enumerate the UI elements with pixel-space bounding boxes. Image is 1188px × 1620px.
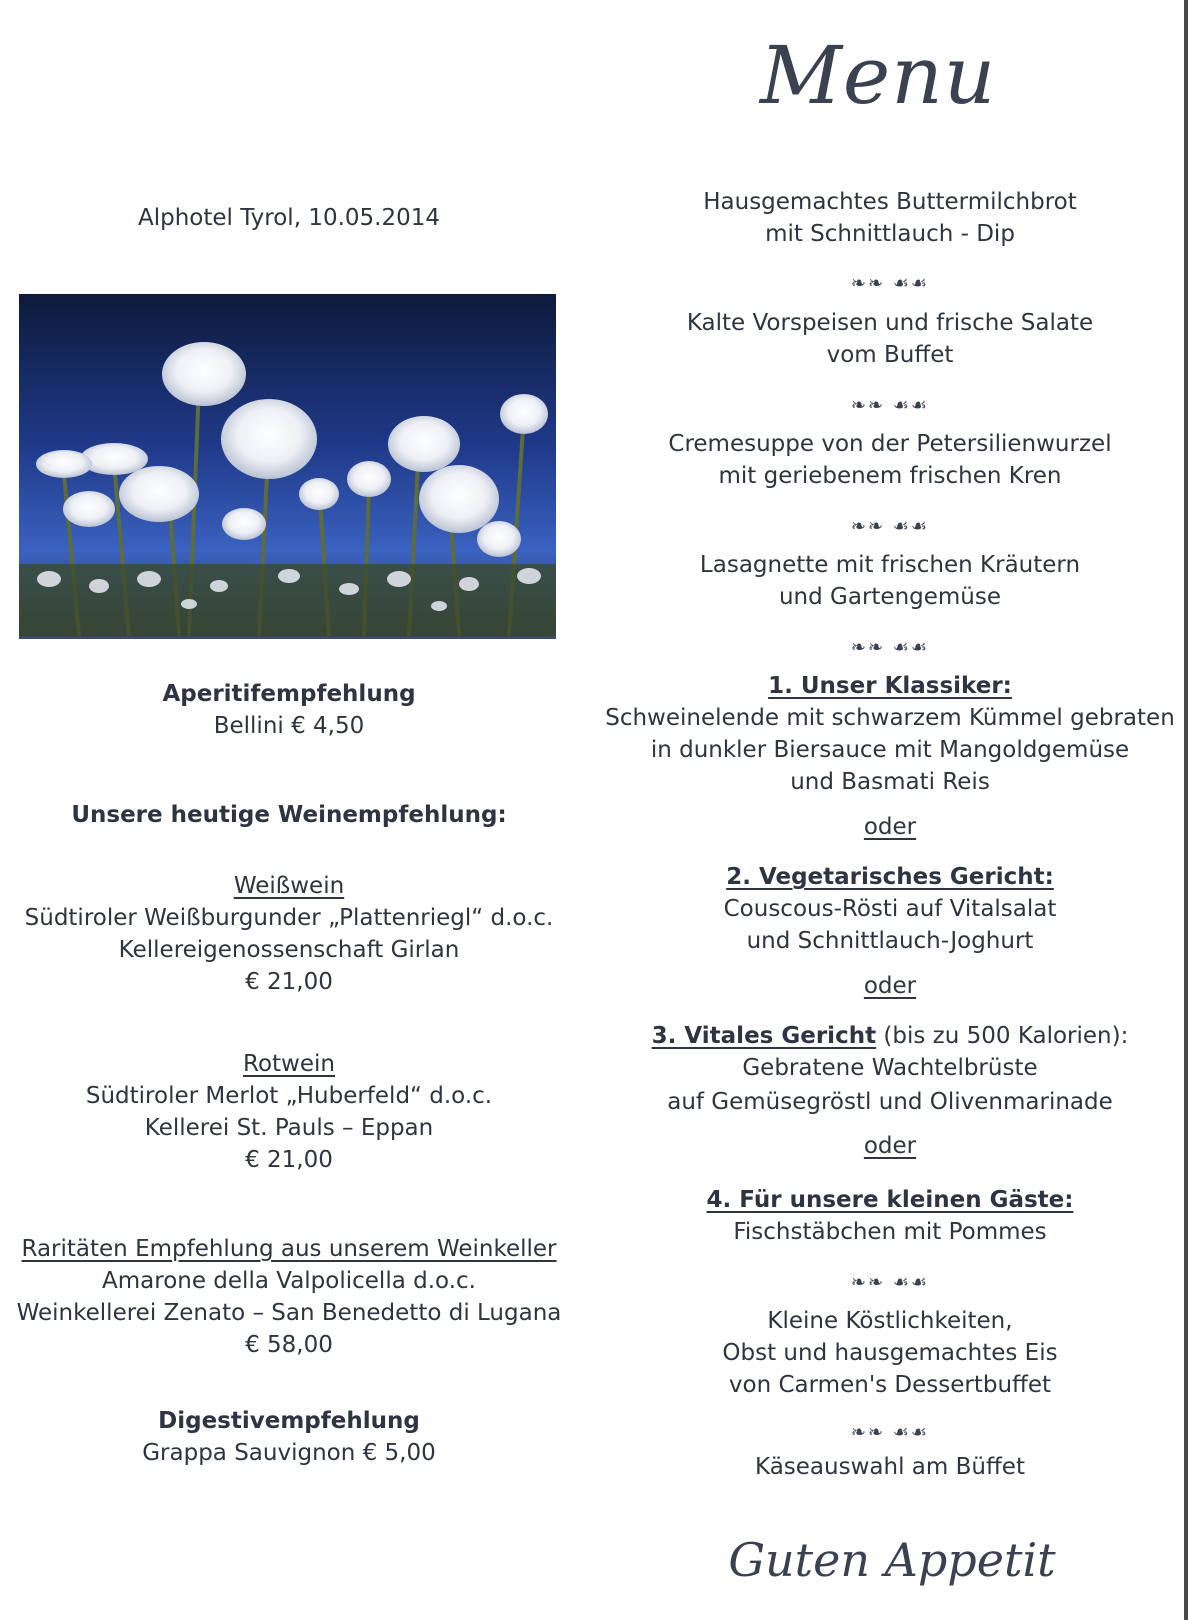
red-wine-name: Südtiroler Merlot „Huberfeld“ d.o.c. [85,1083,493,1109]
or-label: oder [863,814,917,840]
digestif-heading: Digestivempfehlung [158,1408,420,1434]
closing-greeting: Guten Appetit [728,1533,1056,1587]
ornament-separator: ❧❧ ☙☙ [850,273,930,294]
hotel-date: Alphotel Tyrol, 10.05.2014 [137,205,441,231]
main-1-line-1: Schweinelende mit schwarzem Kümmel gebraten [605,705,1175,731]
main-2-heading: 2. Vegetarisches Gericht: [726,864,1054,890]
main-3-heading: 3. Vitales Gericht [651,1023,877,1049]
rarity-name: Amarone della Valpolicella d.o.c. [102,1268,476,1294]
ornament-separator: ❧❧ ☙☙ [850,516,930,537]
white-wine-name: Südtiroler Weißburgunder „Plattenriegl“ d.o.c. [24,905,554,931]
cheese-line: Käseauswahl am Büffet [755,1454,1025,1480]
main-2-line-2: und Schnittlauch-Joghurt [746,928,1034,954]
red-wine-producer: Kellerei St. Pauls – Eppan [144,1115,434,1141]
white-wine-producer: Kellereigenossenschaft Girlan [118,937,460,963]
ornament-separator: ❧❧ ☙☙ [850,1272,930,1293]
right-column [592,0,1188,1620]
main-1-line-3: und Basmati Reis [790,769,990,795]
main-3-note: (bis zu 500 Kalorien): [876,1023,1129,1049]
course-3-line-2: mit geriebenem frischen Kren [718,463,1062,489]
cotton-grass-photo [19,294,556,639]
red-wine-price: € 21,00 [245,1147,333,1173]
red-wine-label: Rotwein [243,1051,335,1077]
main-1-heading: 1. Unser Klassiker: [768,673,1012,699]
rarity-producer: Weinkellerei Zenato – San Benedetto di Lugana [16,1300,562,1326]
course-1-line-1: Hausgemachtes Buttermilchbrot [703,189,1077,215]
white-wine-label: Weißwein [233,873,345,899]
main-2-line-1: Couscous-Rösti auf Vitalsalat [723,896,1057,922]
main-1-line-2: in dunkler Biersauce mit Mangoldgemüse [650,737,1130,763]
main-4-line-1: Fischstäbchen mit Pommes [733,1219,1047,1245]
course-1-line-2: mit Schnittlauch - Dip [765,221,1015,247]
dessert-line-3: von Carmen's Dessertbuffet [728,1372,1052,1398]
course-3-line-1: Cremesuppe von der Petersilienwurzel [668,431,1112,457]
aperitif-item: Bellini € 4,50 [213,713,365,739]
aperitif-heading: Aperitifempfehlung [162,681,416,707]
course-4-line-2: und Gartengemüse [778,584,1002,610]
main-3-line-2: auf Gemüsegröstl und Olivenmarinade [667,1089,1113,1115]
main-3-heading-row [592,1020,1188,1052]
dessert-line-2: Obst und hausgemachtes Eis [722,1340,1058,1366]
dessert-line-1: Kleine Köstlichkeiten, [767,1308,1013,1334]
white-wine-price: € 21,00 [245,969,333,995]
rarity-price: € 58,00 [245,1332,333,1358]
ornament-separator: ❧❧ ☙☙ [850,395,930,416]
course-2-line-1: Kalte Vorspeisen und frische Salate [686,310,1094,336]
main-3-line-1: Gebratene Wachtelbrüste [742,1055,1038,1081]
or-label: oder [863,973,917,999]
main-4-heading: 4. Für unsere kleinen Gäste: [706,1187,1074,1213]
ornament-separator: ❧❧ ☙☙ [850,1422,930,1443]
digestif-item: Grappa Sauvignon € 5,00 [142,1440,436,1466]
rarity-label: Raritäten Empfehlung aus unserem Weinkeller [21,1236,557,1262]
ornament-separator: ❧❧ ☙☙ [850,637,930,658]
menu-title: Menu [760,29,997,122]
wine-heading: Unsere heutige Weinempfehlung: [71,802,507,828]
course-2-line-2: vom Buffet [826,342,954,368]
or-label: oder [863,1133,917,1159]
left-column [0,0,578,1620]
course-4-line-1: Lasagnette mit frischen Kräutern [699,552,1081,578]
